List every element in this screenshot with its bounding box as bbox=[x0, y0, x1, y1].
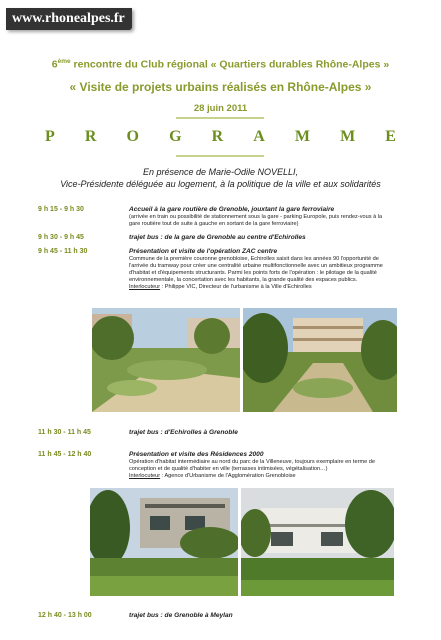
schedule-time: 9 h 45 - 11 h 30 bbox=[38, 248, 88, 255]
photo-echirolles-garden bbox=[243, 308, 397, 412]
programme-letter: G bbox=[169, 128, 182, 145]
schedule-title: trajet bus : de Grenoble à Meylan bbox=[129, 612, 233, 619]
programme-letter: A bbox=[253, 128, 265, 145]
presence-line-1: En présence de Marie-Odile NOVELLI, bbox=[142, 167, 299, 177]
divider-bottom bbox=[176, 155, 264, 157]
contact-label: Interlocuteur bbox=[129, 473, 161, 479]
schedule-title: Accueil à la gare routière de Grenoble, jouxtant la gare ferroviaire bbox=[129, 206, 335, 213]
programme-letter: M bbox=[294, 128, 310, 145]
programme-letter: M bbox=[340, 128, 356, 145]
schedule-time: 9 h 30 - 9 h 45 bbox=[38, 234, 84, 241]
presence-line-2: Vice-Présidente déléguée au logement, à la politique de la ville et aux solidarités bbox=[60, 179, 381, 189]
edition-suffix: ème bbox=[57, 58, 71, 65]
programme-letter: O bbox=[126, 128, 139, 145]
schedule-description bbox=[129, 256, 391, 291]
schedule-description: (arrivée en train ou possibilité de stationnement sous la gare - parking Europole, puis rendez-vous à la gare routière tout de suite à gauche en sortant de la gare ferroviaire) bbox=[129, 214, 383, 227]
schedule-time: 9 h 15 - 9 h 30 bbox=[38, 206, 84, 213]
photo-residences-2000-a bbox=[90, 488, 238, 596]
schedule-description-text: Opération d'habitat intermédiaire au nord du parc de la Villeneuve, toujours exemplaire en terme de conception et de qualité d'habiter en ville (terrasses intimisées, végétalisation…) bbox=[129, 459, 375, 472]
programme-letter: P bbox=[45, 128, 55, 145]
site-url-banner: www.rhonealpes.fr bbox=[6, 8, 132, 30]
event-title bbox=[0, 58, 441, 71]
schedule-title: trajet bus : de la gare de Grenoble au centre d'Echirolles bbox=[129, 234, 306, 241]
photo-residences-2000-b bbox=[241, 488, 394, 596]
schedule-time: 12 h 40 - 13 h 00 bbox=[38, 612, 92, 619]
programme-heading bbox=[0, 128, 441, 146]
photo-echirolles-park bbox=[92, 308, 240, 412]
programme-letter: R bbox=[84, 128, 97, 145]
schedule-description-text: Commune de la première couronne grenobloise, Echirolles saisit dans les années 90 l'opportunité de l'arrivée du tramway pour créer une centralité urbaine multifonctionnelle avec un ambitieux programme d'habitat et d'équipements structurants. Parmi les points forts de l'opération : le pilotage de la qualité environnementale, la concertation avec les habitants, la grande qualité des espaces publics. bbox=[129, 256, 383, 283]
programme-letter: E bbox=[385, 128, 396, 145]
schedule-time: 11 h 45 - 12 h 40 bbox=[38, 451, 92, 458]
event-title-text: rencontre du Club régional « Quartiers durables Rhône-Alpes » bbox=[70, 58, 390, 71]
contact-text: : Philippe VIC, Directeur de l'urbanisme à la Ville d'Echirolles bbox=[160, 284, 312, 290]
presence-block bbox=[0, 166, 441, 190]
event-date: 28 juin 2011 bbox=[193, 103, 248, 114]
divider-top bbox=[176, 117, 264, 119]
event-subtitle: « Visite de projets urbains réalisés en Rhône-Alpes » bbox=[69, 80, 372, 94]
contact-label: Interlocuteur bbox=[129, 284, 161, 290]
schedule-title: trajet bus : d'Echirolles à Grenoble bbox=[129, 429, 238, 436]
programme-letter: R bbox=[211, 128, 224, 145]
schedule-time: 11 h 30 - 11 h 45 bbox=[38, 429, 91, 436]
schedule-description bbox=[129, 459, 391, 480]
contact-text: : Agence d'Urbanisme de l'Agglomération Grenobloise bbox=[160, 473, 296, 479]
schedule-title: Présentation et visite des Résidences 2000 bbox=[129, 451, 264, 458]
schedule-title: Présentation et visite de l'opération ZAC centre bbox=[129, 248, 278, 255]
edition-number: 6 bbox=[51, 58, 58, 71]
